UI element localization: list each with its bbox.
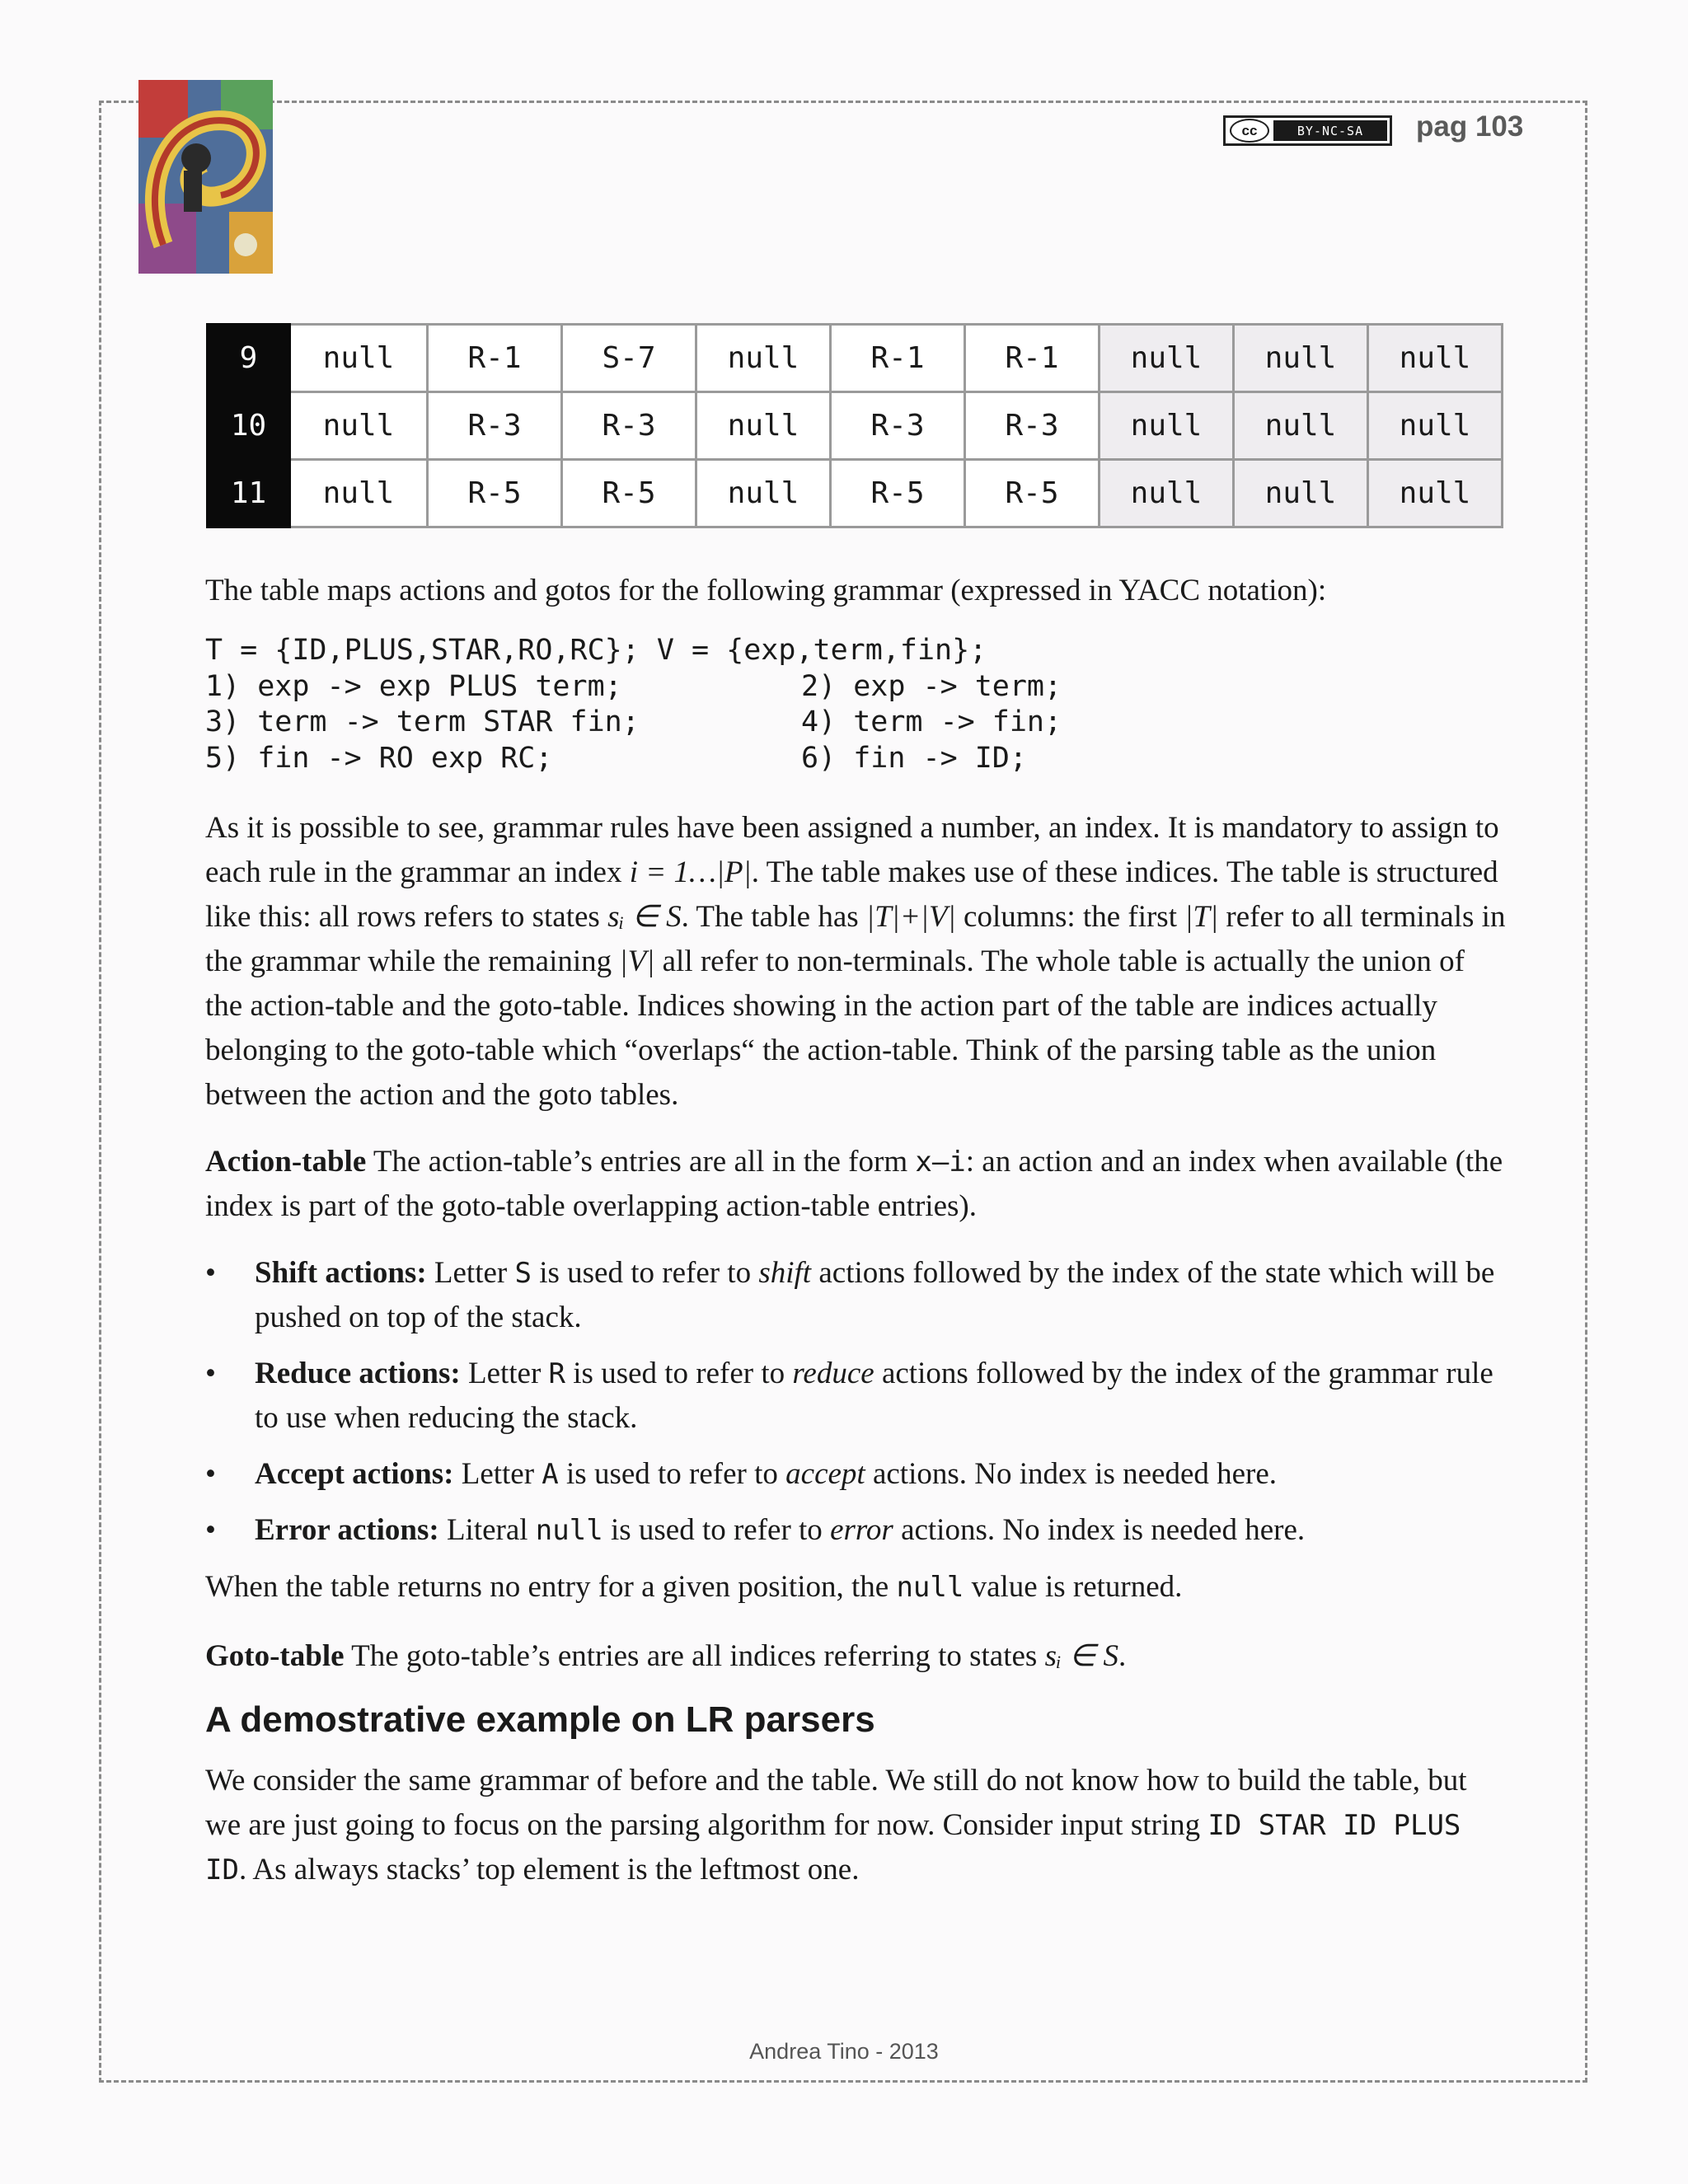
action-cell: S-7 xyxy=(562,325,696,392)
action-table-paragraph xyxy=(205,1140,1507,1229)
text-run: columns: the first xyxy=(964,900,1177,934)
action-cell: R-5 xyxy=(562,460,696,527)
text-run: As it is possible to see, grammar rules have been assigned a number, an index. It is mandatory to assign to each rule in the grammar an index xyxy=(205,811,1499,889)
text-run: The action-table’s entries are all in the form xyxy=(373,1145,908,1179)
math-index-range: i = 1…|P| xyxy=(629,855,752,889)
license-text: BY-NC-SA xyxy=(1273,120,1387,141)
table-row xyxy=(208,325,1503,392)
bullet-marker: • xyxy=(205,1457,216,1491)
grammar-sets: T = {ID,PLUS,STAR,RO,RC}; V = {exp,term,fin}; xyxy=(205,634,987,667)
action-cell: R-5 xyxy=(965,460,1100,527)
math-nonterminals: |V| xyxy=(619,944,655,978)
text-run: Letter xyxy=(434,1256,508,1290)
goto-cell: null xyxy=(1100,460,1234,527)
action-cell: R-1 xyxy=(428,325,562,392)
action-cell: R-5 xyxy=(428,460,562,527)
text-run: is used to refer to xyxy=(539,1256,752,1290)
license-badge[interactable] xyxy=(1223,115,1392,146)
list-item-title: Reduce actions: xyxy=(255,1357,461,1390)
action-cell: null xyxy=(696,392,831,460)
footer-author: Andrea Tino - 2013 xyxy=(749,2039,939,2064)
action-cell: R-3 xyxy=(562,392,696,460)
text-run: . The table makes use of these indices. The table is structured like this: all rows refers to states xyxy=(205,855,1498,934)
grammar-rule-row xyxy=(205,705,1507,741)
text-run: value is returned. xyxy=(971,1570,1183,1604)
action-cell: null xyxy=(290,392,428,460)
math-column-count: |T|+|V| xyxy=(865,900,956,934)
cover-thumbnail-image xyxy=(138,80,273,274)
action-cell: null xyxy=(290,325,428,392)
math-terminals: |T| xyxy=(1184,900,1219,934)
emphasis: accept xyxy=(785,1457,865,1491)
text-run: The goto-table’s entries are all indices referring to states xyxy=(351,1639,1038,1673)
text-run: actions followed by the index of the state which will be pushed on top of the stack. xyxy=(255,1256,1495,1334)
text-run: refer to all terminals in the grammar while the remaining xyxy=(205,900,1506,978)
text-run: is used to refer to xyxy=(566,1457,778,1491)
page-number: pag 103 xyxy=(1416,110,1524,143)
goto-table-paragraph xyxy=(205,1634,1507,1679)
section-heading: A demostrative example on LR parsers xyxy=(205,1699,875,1740)
goto-cell: null xyxy=(1368,392,1503,460)
action-cell: R-3 xyxy=(965,392,1100,460)
inline-code: null xyxy=(535,1514,603,1547)
grammar-rule: 1) exp -> exp PLUS term; xyxy=(205,669,622,703)
bullet-marker: • xyxy=(205,1357,216,1390)
state-cell: 10 xyxy=(208,392,290,460)
list-item xyxy=(205,1251,1507,1340)
list-item-title: Error actions: xyxy=(255,1513,439,1547)
text-run: . xyxy=(1118,1639,1127,1673)
example-paragraph xyxy=(205,1759,1507,1892)
state-cell: 11 xyxy=(208,460,290,527)
intro-paragraph: The table maps actions and gotos for the following grammar (expressed in YACC notation): xyxy=(205,574,1327,607)
inline-code: x–i xyxy=(915,1146,966,1179)
text-run: : an action and an index when available (the index is part of the goto-table overlapping action-table entries). xyxy=(205,1145,1503,1223)
grammar-rule-row xyxy=(205,669,1507,705)
term-heading: Goto-table xyxy=(205,1639,345,1673)
text-run: actions followed by the index of the grammar rule to use when reducing the stack. xyxy=(255,1357,1493,1435)
action-cell: R-3 xyxy=(428,392,562,460)
goto-cell: null xyxy=(1368,460,1503,527)
goto-cell: null xyxy=(1234,392,1368,460)
text-run: Letter xyxy=(461,1457,535,1491)
grammar-rule: 4) term -> fin; xyxy=(801,705,1062,738)
grammar-rule: 3) term -> term STAR fin; xyxy=(205,705,640,738)
goto-cell: null xyxy=(1100,392,1234,460)
list-item-title: Accept actions: xyxy=(255,1457,454,1491)
inline-code: R xyxy=(548,1357,566,1390)
cc-icon: cc xyxy=(1230,119,1269,143)
inline-code: ID STAR ID PLUS ID xyxy=(205,1809,1461,1886)
text-run: Literal xyxy=(446,1513,528,1547)
action-cell: null xyxy=(290,460,428,527)
table-row xyxy=(208,460,1503,527)
action-cell: null xyxy=(696,460,831,527)
text-run: When the table returns no entry for a given position, the xyxy=(205,1570,889,1604)
math-state-set: sᵢ ∈ S xyxy=(1044,1639,1119,1673)
goto-cell: null xyxy=(1100,325,1234,392)
goto-cell: null xyxy=(1234,460,1368,527)
goto-cell: null xyxy=(1234,325,1368,392)
list-item xyxy=(205,1452,1507,1497)
math-state-set: sᵢ ∈ S xyxy=(607,900,682,934)
action-cell: R-1 xyxy=(965,325,1100,392)
grammar-code xyxy=(205,633,1507,776)
action-cell: R-3 xyxy=(831,392,965,460)
action-cell: null xyxy=(696,325,831,392)
inline-code: S xyxy=(514,1257,532,1290)
action-cell: R-1 xyxy=(831,325,965,392)
bullet-marker: • xyxy=(205,1513,216,1547)
text-run: is used to refer to xyxy=(573,1357,785,1390)
list-item xyxy=(205,1352,1507,1441)
action-cell: R-5 xyxy=(831,460,965,527)
grammar-rule-row xyxy=(205,741,1507,777)
text-run: We consider the same grammar of before and the table. We still do not know how to build the table, but we are just going to focus on the parsing algorithm for now. Consider input string xyxy=(205,1764,1467,1842)
goto-cell: null xyxy=(1368,325,1503,392)
emphasis: reduce xyxy=(792,1357,874,1390)
term-heading: Action-table xyxy=(205,1145,367,1179)
inline-code: A xyxy=(542,1458,559,1491)
rules-paragraph xyxy=(205,806,1507,1118)
text-run: . As always stacks’ top element is the leftmost one. xyxy=(238,1853,860,1886)
emphasis: shift xyxy=(758,1256,812,1290)
text-run: Letter xyxy=(467,1357,542,1390)
emphasis: error xyxy=(830,1513,893,1547)
action-types-list xyxy=(205,1251,1507,1564)
text-run: is used to refer to xyxy=(610,1513,823,1547)
text-run: . The table has xyxy=(681,900,859,934)
grammar-rule: 6) fin -> ID; xyxy=(801,741,1027,775)
text-run: actions. No index is needed here. xyxy=(901,1513,1306,1547)
list-item-title: Shift actions: xyxy=(255,1256,427,1290)
grammar-rule: 5) fin -> RO exp RC; xyxy=(205,741,553,775)
parsing-table xyxy=(206,323,1503,528)
bullet-marker: • xyxy=(205,1256,216,1290)
grammar-rule: 2) exp -> term; xyxy=(801,669,1062,703)
text-run: all refer to non-terminals. The whole table is actually the union of the action-table and the goto-table. Indices showing in the action part of the table are indices actually belonging to the goto-table which “overlaps“ the action-table. Think of the parsing table as the union between the action and the goto tables. xyxy=(205,944,1465,1112)
state-cell: 9 xyxy=(208,325,290,392)
inline-code: null xyxy=(896,1571,964,1604)
list-item xyxy=(205,1508,1507,1553)
table-row xyxy=(208,392,1503,460)
text-run: actions. No index is needed here. xyxy=(872,1457,1278,1491)
no-entry-paragraph xyxy=(205,1565,1507,1610)
